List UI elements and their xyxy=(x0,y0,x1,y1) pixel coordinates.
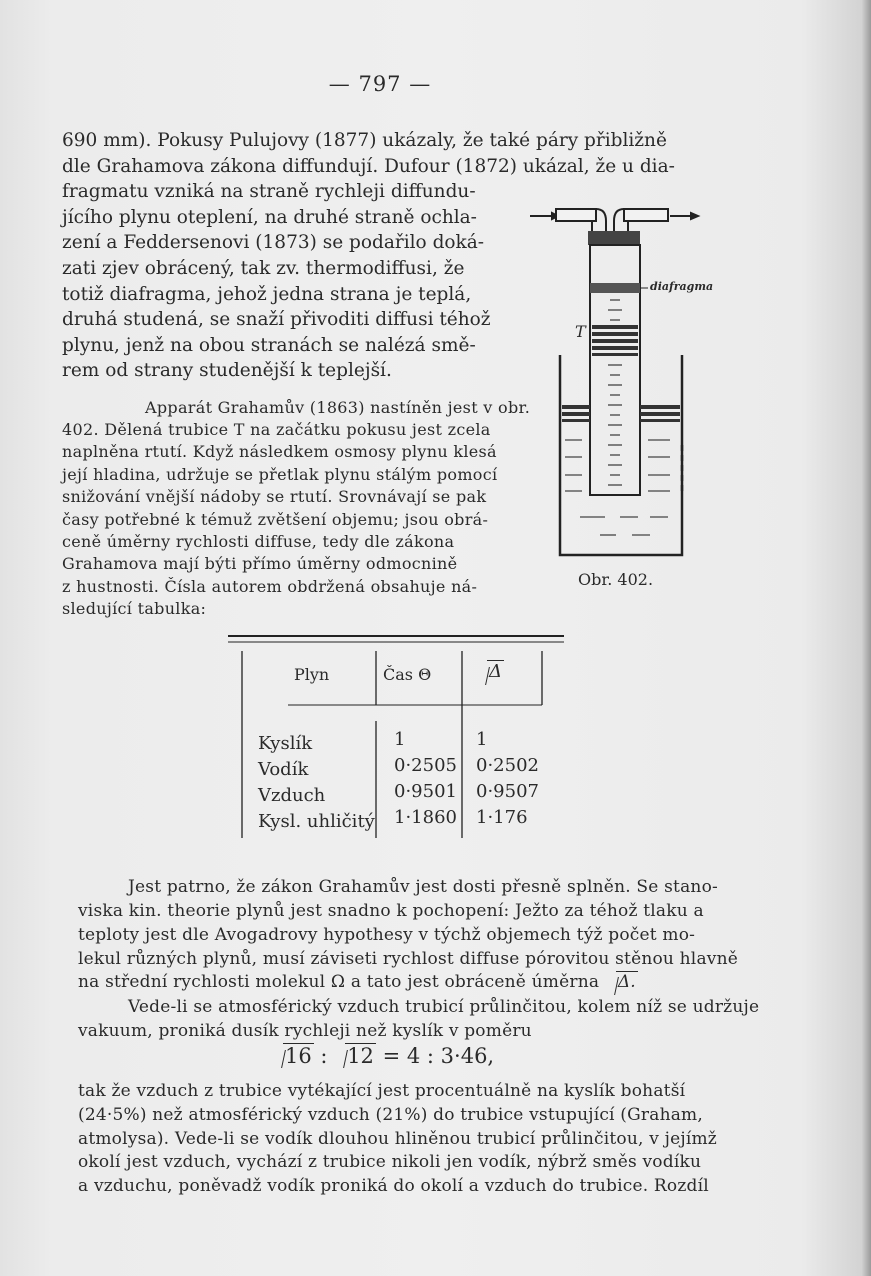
text-line: lekul různých plynů, musí záviseti rychlost diffuse pórovitou stěnou hlavně xyxy=(78,948,738,969)
apparatus-figure xyxy=(520,195,720,595)
text-fragment: na střední rychlosti molekul Ω a tato jest obráceně úměrna xyxy=(78,972,600,993)
graduated-tube xyxy=(590,245,640,495)
sqrt-radicand: 12 xyxy=(347,1044,374,1068)
formula-colon: : xyxy=(320,1044,335,1068)
sqrt-radicand: Δ xyxy=(489,661,502,682)
sqrt-symbol xyxy=(476,661,504,682)
row-cas: 0·9501 xyxy=(394,781,457,802)
small-paragraph xyxy=(145,397,530,419)
row-sqrt: 1 xyxy=(476,729,488,750)
bottom-paragraph xyxy=(128,876,718,900)
text-line: viska kin. theorie plynů jest snadno k pochopení: Ježto za téhož tlaku a xyxy=(78,901,704,921)
text-line: (24·5%) než atmosférický vzduch (21%) do trubice vstupující (Graham, xyxy=(78,1104,703,1125)
row-cas: 1·1860 xyxy=(394,807,457,828)
row-sqrt: 0·9507 xyxy=(476,781,539,802)
text-line: tak že vzduch z trubice vytékající jest procentuálně na kyslík bohatší xyxy=(78,1081,686,1101)
text-line: zení a Feddersenovi (1873) se podařilo doká- xyxy=(62,232,485,254)
text-line: časy potřebné k témuž zvětšení objemu; jsou obrá- xyxy=(62,509,489,529)
row-name: Kyslík xyxy=(258,733,313,754)
text-line: Jest patrno, že zákon Grahamův jest dosti přesně splněn. Se stano- xyxy=(128,877,718,897)
row-cas: 0·2505 xyxy=(394,755,457,776)
text-line: druhá studená, se snaží přivoditi diffusi téhož xyxy=(62,309,491,331)
small-paragraph-cont xyxy=(62,419,497,621)
text-line: 690 mm). Pokusy Pulujovy (1877) ukázaly, že také páry přibližně xyxy=(62,130,667,151)
header-sqrt-delta xyxy=(476,661,504,682)
bottom-paragraph-cont xyxy=(78,900,738,995)
row-cas: 1 xyxy=(394,729,406,750)
sqrt-symbol xyxy=(334,1044,376,1068)
text-line: a vzduchu, poněvadž vodík proniká do okolí a vzduch do trubice. Rozdíl xyxy=(78,1176,709,1197)
text-line: zati zjev obrácený, tak zv. thermodiffusi, že xyxy=(62,257,465,279)
text-line: fragmatu vzniká na straně rychleji diffundu- xyxy=(62,181,476,203)
vakuum-paragraph xyxy=(128,996,759,1020)
ratio-formula xyxy=(272,1044,494,1068)
text-line: Apparát Grahamův (1863) nastíněn jest v obr. xyxy=(145,398,531,417)
text-line: Grahamova mají býti přímo úměrny odmocnině xyxy=(62,554,458,574)
diafragma-plug xyxy=(590,283,640,293)
text-line: totiž diafragma, jehož jedna strana je teplá, xyxy=(62,283,472,305)
text-line: sledující tabulka: xyxy=(62,599,207,619)
stopper xyxy=(588,231,640,245)
text-line: okolí jest vzduch, vychází z trubice nikoli jen vodík, nýbrž směs vodíku xyxy=(78,1152,702,1173)
header-cas xyxy=(383,665,431,684)
row-name: Kysl. uhličitý xyxy=(258,811,375,832)
text-line xyxy=(78,971,738,995)
text-line: naplněna rtutí. Když následkem osmosy plynu klesá xyxy=(62,442,497,462)
text-line: jícího plynu oteplení, na druhé straně ochla- xyxy=(62,206,477,228)
final-paragraph xyxy=(78,1080,717,1199)
text-line: ceně úměrny rychlosti diffuse, tedy dle zákona xyxy=(62,532,455,552)
sqrt-radicand: Δ. xyxy=(617,972,636,993)
row-name: Vzduch xyxy=(258,785,326,806)
text-line: z hustnosti. Čísla autorem obdržená obsahuje ná- xyxy=(62,576,478,596)
sqrt-symbol xyxy=(605,971,638,995)
text-line: Vede-li se atmosférický vzduch trubicí průlinčitou, kolem níž se udržuje xyxy=(128,997,760,1017)
diafragma-label: diafragma xyxy=(650,280,714,293)
figure-caption: Obr. 402. xyxy=(578,570,654,589)
sqrt-symbol xyxy=(272,1044,314,1068)
text-line: rem od strany studenější k teplejší. xyxy=(62,360,392,382)
text-line: 402. Dělená trubice T na začátku pokusu jest zcela xyxy=(62,420,491,439)
row-sqrt: 1·176 xyxy=(476,807,528,828)
text-line: plynu, jenž na obou stranách se nalézá smě- xyxy=(62,334,476,356)
row-name: Vodík xyxy=(258,759,309,780)
formula-rest: = 4 : 3·46, xyxy=(382,1044,495,1068)
header-plyn: Plyn xyxy=(294,665,330,684)
text-line: vakuum, proniká dusík rychleji než kyslík v poměru xyxy=(78,1021,532,1041)
page-number: — 797 — xyxy=(328,72,432,96)
page-edge-shadow xyxy=(861,0,871,1276)
text-line: dle Grahamova zákona diffundují. Dufour (1872) ukázal, že u dia- xyxy=(62,155,675,177)
vakuum-paragraph-cont xyxy=(78,1020,532,1044)
text-line: její hladina, udržuje se přetlak plynu stálým pomocí xyxy=(62,464,498,484)
text-line: teploty jest dle Avogadrovy hypothesy v týchž objemech týž počet mo- xyxy=(78,924,696,945)
tube-label-T: T xyxy=(575,322,586,341)
header-cas-label: Čas Θ xyxy=(383,665,432,684)
text-line: atmolysa). Vede-li se vodík dlouhou hliněnou trubicí průlinčitou, v jejímž xyxy=(78,1128,717,1149)
row-sqrt: 0·2502 xyxy=(476,755,539,776)
sqrt-radicand: 16 xyxy=(285,1044,312,1068)
text-line: snižování vnější nádoby se rtutí. Srovnávají se pak xyxy=(62,487,487,507)
data-table xyxy=(228,633,568,858)
